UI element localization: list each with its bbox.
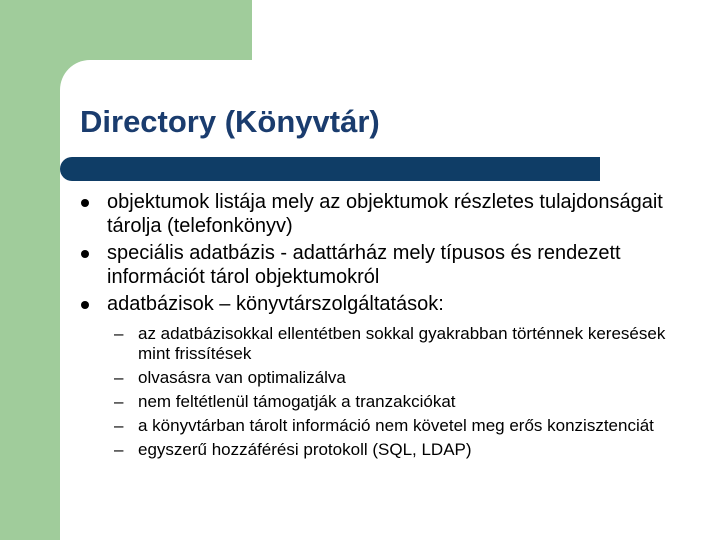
sub-bullet-item [110,324,700,364]
dash-icon: – [114,392,124,411]
dash-icon: – [114,368,124,387]
bullet-dot-icon [81,301,89,309]
sub-bullet-text: olvasásra van optimalizálva [138,368,346,387]
dash-icon: – [114,440,124,459]
bullet-dot-icon [81,250,89,258]
sub-bullet-item [110,368,700,388]
bullet-text: adatbázisok – könyvtárszolgáltatások: [107,293,444,315]
bullet-item [80,292,700,316]
sub-bullet-text: az adatbázisokkal ellentétben sokkal gyakrabban történnek keresések mint frissítések [138,324,666,363]
title-underline-bar [60,157,600,181]
sub-bullet-list [110,324,700,460]
dash-icon: – [114,324,124,343]
dash-icon: – [114,416,124,435]
bullet-text: speciális adatbázis - adattárház mely típusos és rendezett információt tárol objektumokról [107,242,621,288]
bullet-list [80,190,700,464]
bullet-dot-icon [81,199,89,207]
sub-bullet-text: a könyvtárban tárolt információ nem követel meg erős konzisztenciát [138,416,654,435]
sub-bullet-text: egyszerű hozzáférési protokoll (SQL, LDAP) [138,440,472,459]
decorative-green-strip [0,0,60,540]
sub-bullet-item [110,416,700,436]
bullet-text: objektumok listája mely az objektumok részletes tulajdonságait tárolja (telefonkönyv) [107,191,663,237]
slide-title: Directory (Könyvtár) [80,104,380,139]
sub-bullet-item [110,440,700,460]
sub-bullet-text: nem feltétlenül támogatják a tranzakciókat [138,392,456,411]
bullet-item [80,190,700,238]
sub-bullet-item [110,392,700,412]
bullet-item [80,241,700,289]
